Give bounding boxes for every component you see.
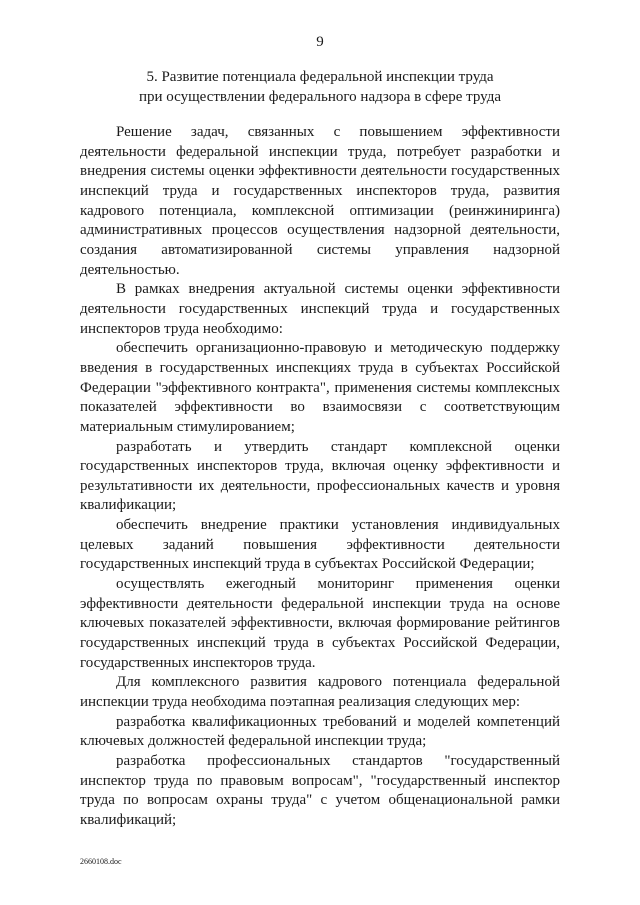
- list-item-professional-standards: разработка профессиональных стандартов "государственный инспектор труда по правовым вопросам", "государственный инспектор труда по вопросам охраны труда" с учетом общенациональной рамки квалификаций;: [80, 753, 560, 828]
- page-number: 9: [316, 34, 324, 50]
- section-title-line-1: 5. Развитие потенциала федеральной инспекции труда: [146, 69, 494, 85]
- list-item-effective-contract: обеспечить организационно-правовую и методическую поддержку введения в государственных инспекциях труда в субъектах Российской Федерации "эффективного контракта", применения системы комплексных показателей эффективности во взаимосвязи с соответствующим материальным стимулированием;: [80, 340, 560, 435]
- list-item-target-tasks: обеспечить внедрение практики установления индивидуальных целевых заданий повышения эффективности деятельности государственных инспекций труда в субъектах Российской Федерации;: [80, 517, 560, 573]
- list-item-assessment-standard: разработать и утвердить стандарт комплексной оценки государственных инспекторов труда, включая оценку эффективности и результативности их деятельности, профессиональных качеств и уровня квалификации;: [80, 438, 560, 514]
- list-item-annual-monitoring: осуществлять ежегодный мониторинг применения оценки эффективности деятельности федеральной инспекции труда на основе ключевых показателей эффективности, включая формирование рейтингов государственных инспекций труда в субъектах Российской Федерации, государственных инспекторов труда.: [80, 576, 560, 671]
- paragraph-personnel-lead: Для комплексного развития кадрового потенциала федеральной инспекции труда необходима поэтапная реализация следующих мер:: [80, 674, 560, 711]
- section-title: [0, 67, 640, 107]
- body-text: [80, 123, 560, 831]
- paragraph-evaluation-lead: В рамках внедрения актуальной системы оценки эффективности деятельности государственных инспекций труда и государственных инспекторов труда необходимо:: [80, 281, 560, 337]
- paragraph-intro: Решение задач, связанных с повышением эффективности деятельности федеральной инспекции труда, потребует разработки и внедрения системы оценки эффективности деятельности государственных инспекций труда и государственных инспекторов труда, развития кадрового потенциала, комплексной оптимизации (реинжиниринга) административных процессов осуществления надзорной деятельности, создания автоматизированной системы управления надзорной деятельностью.: [80, 124, 560, 278]
- section-title-line-2: при осуществлении федерального надзора в сфере труда: [138, 89, 502, 105]
- footer-file-code: 2660108.doc: [80, 857, 122, 866]
- list-item-qualification-requirements: разработка квалификационных требований и моделей компетенций ключевых должностей федеральной инспекции труда;: [80, 713, 560, 750]
